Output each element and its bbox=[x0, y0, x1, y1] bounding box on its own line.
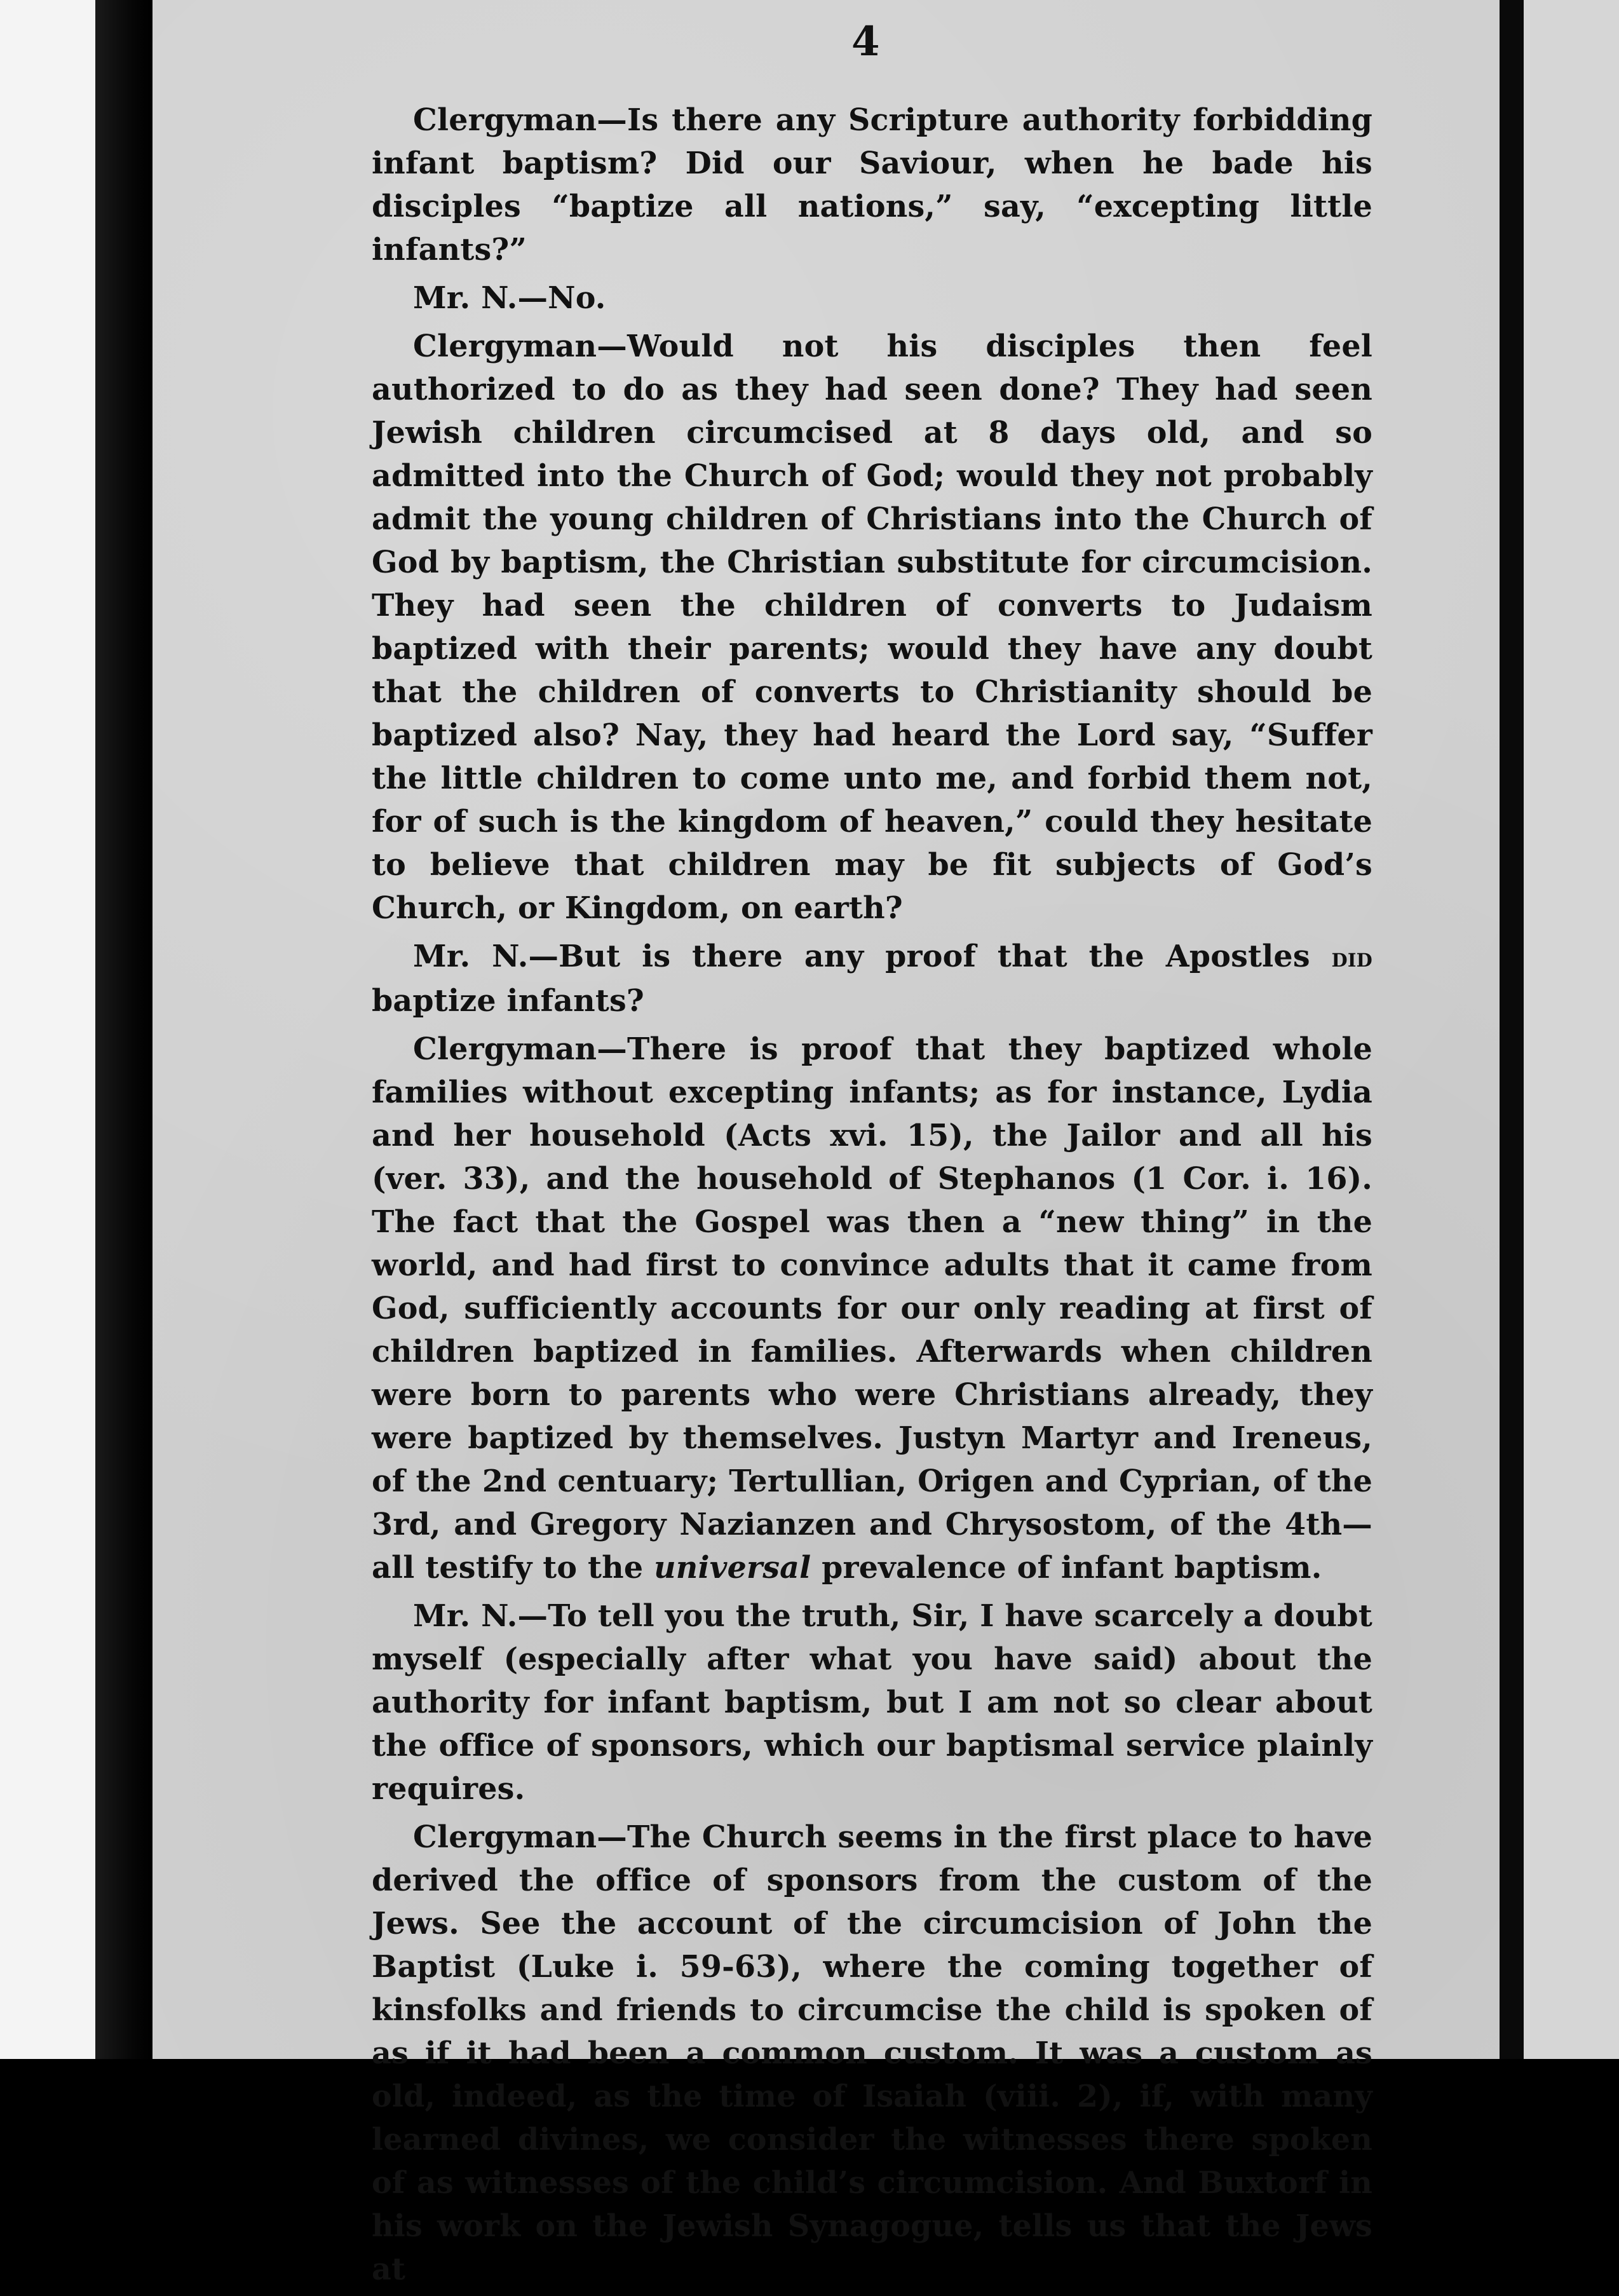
speaker-label: Clergyman bbox=[413, 1819, 597, 1855]
paragraph-4 bbox=[372, 935, 1372, 1022]
speaker-label: Mr. N. bbox=[413, 280, 518, 316]
paragraph-3 bbox=[372, 325, 1372, 930]
scan-next-page-edge bbox=[1524, 0, 1619, 2059]
small-caps-emphasis: did bbox=[1331, 942, 1373, 973]
paragraph-text: —Would not his disciples then feel authorized to do as they had seen done? They had seen Jewish children circumcised at 8 days old, and so admitted into the Church of God; would they not probably admit the young children of Christians into the Church of God by baptism, the Christian substitute for circumcision. They had seen the children of converts to Judaism baptized with their parents; would they have any doubt that the children of converts to Christianity should be baptized also? Nay, they had heard the Lord say, “Suffer the little children to come unto me, and forbid them not, for of such is the kingdom of heaven,” could they hesitate to believe that children may be fit subjects of God’s Church, or Kingdom, on earth? bbox=[372, 329, 1372, 926]
paragraph-text: —But is there any proof that the Apostles bbox=[528, 939, 1332, 974]
paragraph-5 bbox=[372, 1028, 1372, 1589]
paragraph-text: —There is proof that they baptized whole families without excepting infants; as for instance, Lydia and her household (Acts xvi. 15), the Jailor and all his (ver. 33), and the household of Stephanos (1 Cor. i. 16). The fact that the Gospel was then a “new thing” in the world, and had first to convince adults that it came from God, sufficiently accounts for our only reading at first of children baptized in families. Afterwards when children were born to parents who were Christians already, they were baptized by themselves. Justyn Martyr and Ireneus, of the 2nd centuary; Tertullian, Origen and Cyprian, of the 3rd, and Gregory Nazianzen and Chrysostom, of the 4th—all testify to the bbox=[372, 1031, 1372, 1586]
paragraph-text: —The Church seems in the first place to have derived the office of sponsors from the custom of the Jews. See the account of the circumcision of John the Baptist (Luke i. 59-63), where the coming together of kinsfolks and friends to circumcise the child is spoken of as if it had been a common custom. It was a custom as old, indeed, as the time of Isaiah (viii. 2), if, with many learned divines, we consider the witnesses there spoken of as witnesses of the child’s circumcision. And Buxtorf in his work on the Jewish Synagogue, tells us that the Jews at bbox=[372, 1819, 1372, 2287]
speaker-label: Mr. N. bbox=[413, 1598, 518, 1634]
scan-right-shadow bbox=[1500, 0, 1524, 2059]
italic-emphasis: universal bbox=[654, 1550, 811, 1586]
speaker-label: Clergyman bbox=[413, 329, 597, 364]
paragraph-1 bbox=[372, 98, 1372, 271]
paragraph-text-end: baptize infants? bbox=[372, 983, 644, 1019]
paragraph-text: —To tell you the truth, Sir, I have scarcely a doubt myself (especially after what you have said) about the authority for infant baptism, but I am not so clear about the office of sponsors, which our baptismal service plainly requires. bbox=[372, 1598, 1372, 1807]
paragraph-2 bbox=[372, 276, 1372, 320]
body-text bbox=[372, 98, 1372, 2296]
paragraph-text-end: prevalence of infant baptism. bbox=[811, 1550, 1322, 1586]
scan-gutter-shadow bbox=[95, 0, 152, 2059]
page-number: 4 bbox=[851, 18, 880, 65]
speaker-label: Clergyman bbox=[413, 1031, 597, 1067]
speaker-label: Clergyman bbox=[413, 102, 597, 138]
paragraph-text: —Is there any Scripture authority forbidding infant baptism? Did our Saviour, when he bade his disciples “baptize all nations,” say, “excepting little infants?” bbox=[372, 102, 1372, 268]
speaker-label: Mr. N. bbox=[413, 939, 529, 974]
paragraph-text: —No. bbox=[517, 280, 606, 316]
scan-left-margin bbox=[0, 0, 95, 2059]
paragraph-6 bbox=[372, 1594, 1372, 1810]
paragraph-7 bbox=[372, 1816, 1372, 2291]
